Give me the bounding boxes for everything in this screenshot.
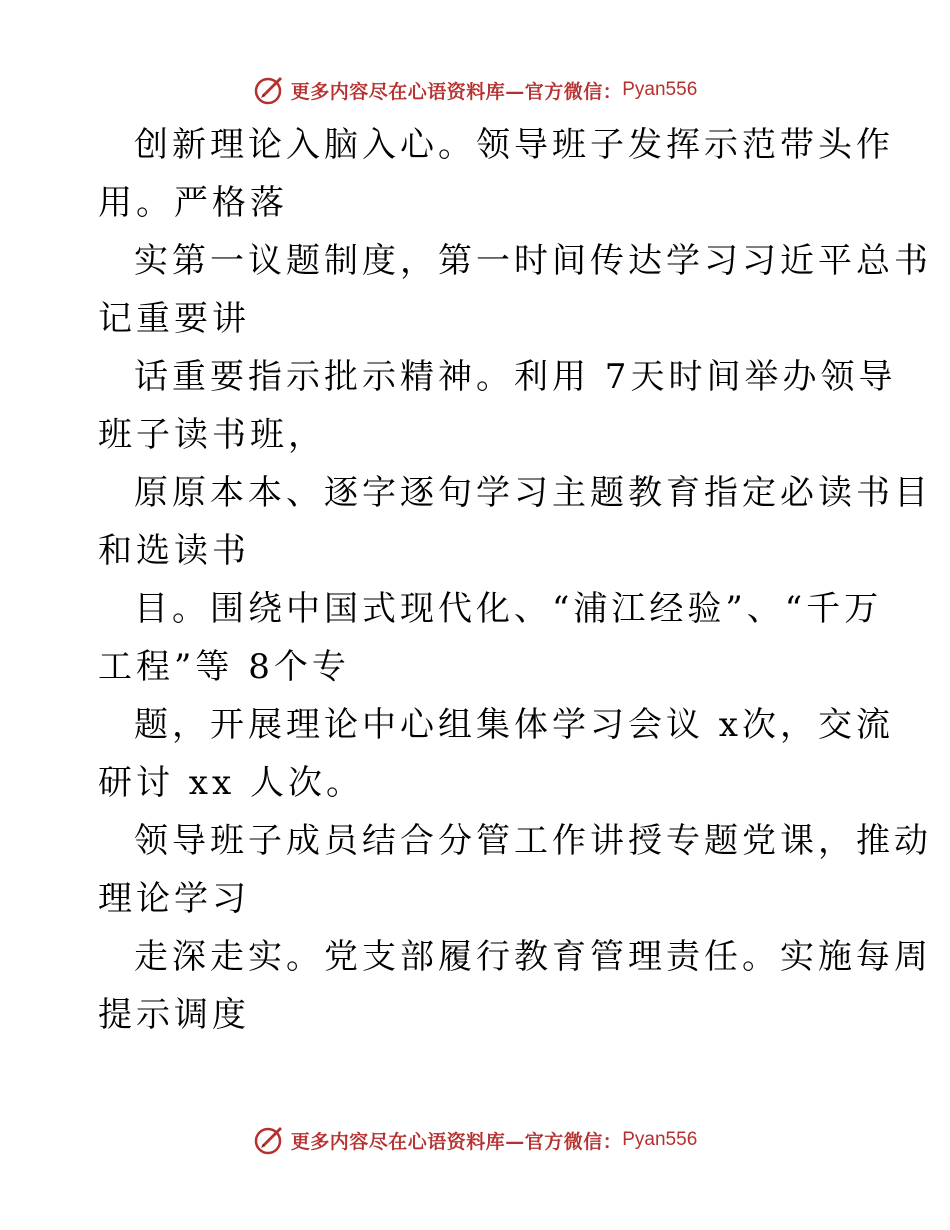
- text-line: 目。围绕中国式现代化、“浦江经验”、“千万: [134, 589, 883, 629]
- pen-logo-icon: [253, 73, 287, 107]
- text-line: 话重要指示批示精神。利用 7天时间举办领导: [134, 357, 897, 397]
- pen-logo-icon: [253, 1123, 287, 1157]
- header-banner: [0, 70, 950, 110]
- text-line: 实第一议题制度，第一时间传达学习习近平总书: [134, 241, 932, 281]
- text-line: 走深走实。党支部履行教育管理责任。实施每周: [134, 937, 932, 977]
- text-line: 题，开展理论中心组集体学习会议 x次，交流: [134, 705, 894, 745]
- text-line: 领导班子成员结合分管工作讲授专题党课，推动: [134, 821, 932, 861]
- text-line: 研讨 xx 人次。: [98, 763, 364, 803]
- text-line: 用。严格落: [98, 183, 288, 223]
- text-line: 班子读书班，: [98, 415, 326, 455]
- footer-banner: [0, 1120, 950, 1160]
- text-line: 理论学习: [98, 879, 250, 919]
- text-line: 原原本本、逐字逐句学习主题教育指定必读书目: [134, 473, 932, 513]
- banner-text: 更多内容尽在心语资料库—官方微信：: [290, 1130, 623, 1153]
- text-line: 提示调度: [98, 995, 250, 1035]
- text-line: 记重要讲: [98, 299, 250, 339]
- document-body: [98, 116, 932, 1044]
- wechat-id: Pyan556: [622, 1129, 698, 1150]
- text-line: 和选读书: [98, 531, 250, 571]
- wechat-id: Pyan556: [622, 79, 698, 100]
- text-line: 工程”等 8个专: [98, 647, 350, 687]
- banner-text: 更多内容尽在心语资料库—官方微信：: [290, 80, 623, 103]
- text-line: 创新理论入脑入心。领导班子发挥示范带头作: [134, 125, 894, 165]
